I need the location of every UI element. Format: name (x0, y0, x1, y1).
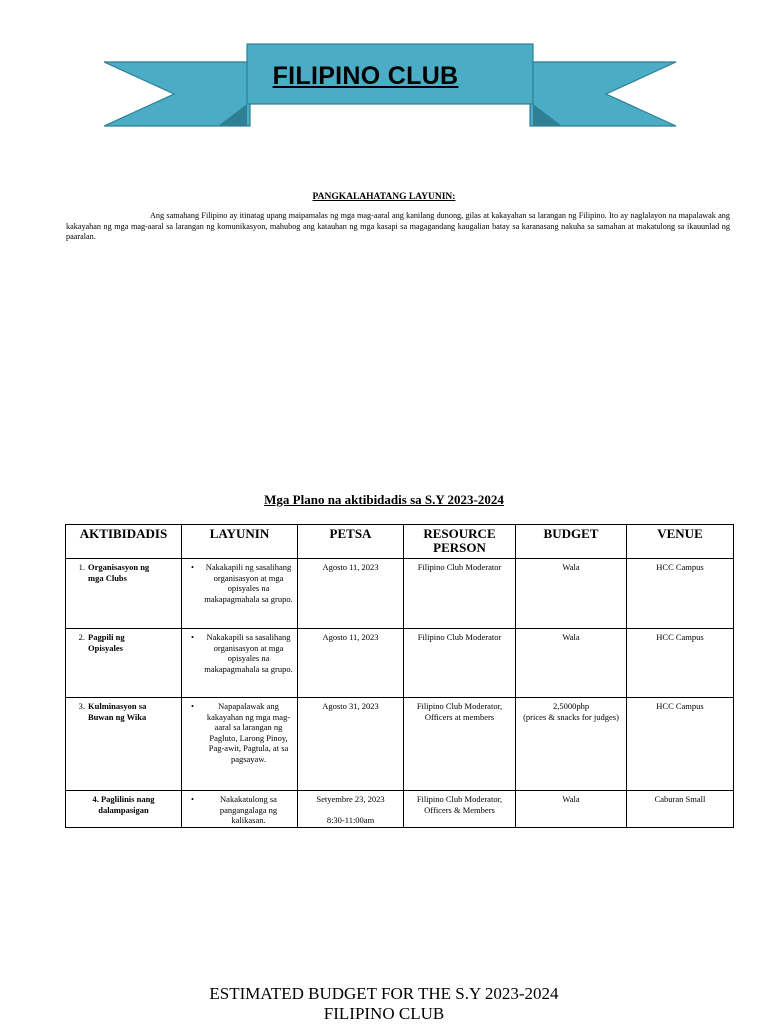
bullet-icon: • (191, 701, 194, 711)
aim-text: Napapalawak ang kakayahan ng mga mag-aaral sa larangan ng Pagluto, Larong Pinoy, Pag-awit, Pagtula, at sa pagsayaw. (206, 701, 291, 764)
date-cell (298, 629, 404, 698)
activity-name-line1: Pagpili ng (88, 632, 125, 642)
activity-number: 3. (78, 701, 85, 711)
activity-cell (66, 791, 182, 828)
resource-person-cell: Filipino Club Moderator, Officers at members (404, 698, 516, 791)
activity-number: 1. (78, 562, 85, 572)
aim-cell (182, 791, 298, 828)
activity-number: 2. (78, 632, 85, 642)
table-row (66, 629, 734, 698)
activity-cell (66, 629, 182, 698)
bullet-icon: • (191, 794, 194, 804)
column-header-aim: LAYUNIN (182, 525, 298, 559)
estimated-budget-line1: ESTIMATED BUDGET FOR THE S.Y 2023-2024 (209, 984, 559, 1003)
aim-text: Nakakatulong sa pangangalaga ng kalikasan. (219, 794, 278, 825)
resource-person-cell: Filipino Club Moderator, Officers & Members (404, 791, 516, 828)
general-objective-body: Ang samahang Filipino ay itinatag upang maipamalas ng mga mag-aaral ang kanilang dunong, gilas at kakayahan sa larangan ng Filipino. Ito ay naglalayon na mapalawak ang kakayahan ng mga mag-aaral sa larangan ng komunikasyon, mahubog ang katauhan ng mga kasapi sa magagandang kaugalian batay sa karanasang nakuha sa samahan at makatulong sa ikauunlad ng paaralan. (66, 211, 730, 241)
table-row (66, 698, 734, 791)
column-header-date: PETSA (298, 525, 404, 559)
aim-text: Nakakapili ng sasalihang organisasyon at mga opisyales na makapagmahala sa grupo. (204, 562, 293, 604)
venue-cell: HCC Campus (627, 559, 734, 629)
column-header-venue: VENUE (627, 525, 734, 559)
column-header-budget: BUDGET (516, 525, 627, 559)
time-text: 8:30-11:00am (326, 814, 375, 825)
venue-cell: HCC Campus (627, 629, 734, 698)
budget-amount: Wala (562, 562, 580, 572)
resource-person-cell: Filipino Club Moderator (404, 559, 516, 629)
table-header-row (66, 525, 734, 559)
bullet-icon: • (191, 632, 194, 642)
activity-name-line2: dalampasigan (98, 804, 149, 815)
column-header-activities: AKTIBIDADIS (66, 525, 182, 559)
resource-person-cell: Filipino Club Moderator (404, 629, 516, 698)
ribbon-right-tail (530, 62, 676, 126)
bullet-icon: • (191, 562, 194, 572)
activity-name-line2: mga Clubs (88, 572, 127, 583)
budget-cell (516, 629, 627, 698)
club-title: FILIPINO CLUB (272, 62, 459, 90)
aim-cell (182, 559, 298, 629)
date-cell (298, 559, 404, 629)
budget-note: (prices & snacks for judges) (523, 711, 619, 722)
aim-cell (182, 698, 298, 791)
venue-cell: HCC Campus (627, 698, 734, 791)
date-text: Setyembre 23, 2023 (316, 794, 385, 804)
budget-amount: 2,5000php (552, 701, 590, 711)
date-cell (298, 791, 404, 828)
activity-name-line1: Kulminasyon sa (88, 701, 147, 711)
table-row (66, 559, 734, 629)
estimated-budget-line2: FILIPINO CLUB (323, 1004, 445, 1023)
activity-number: 4. (92, 794, 99, 804)
estimated-budget-heading (0, 984, 768, 1024)
date-text: Agosto 11, 2023 (322, 562, 379, 572)
activity-name-line1: Organisasyon ng (88, 562, 150, 572)
activity-cell (66, 559, 182, 629)
activity-plan-table (65, 524, 734, 828)
budget-cell (516, 698, 627, 791)
activity-name-line2: Opisyales (88, 642, 123, 653)
column-header-resource-person: RESOURCE PERSON (404, 525, 516, 559)
activity-cell (66, 698, 182, 791)
activity-name-line2: Buwan ng Wika (88, 711, 147, 722)
ribbon-left-tail (104, 62, 250, 126)
activity-plan-title: Mga Plano na aktibidadis sa S.Y 2023-2024 (264, 492, 504, 507)
general-objective-text (66, 211, 730, 243)
venue-cell: Caburan Small (627, 791, 734, 828)
budget-cell (516, 791, 627, 828)
date-text: Agosto 11, 2023 (322, 632, 379, 642)
budget-cell (516, 559, 627, 629)
budget-amount: Wala (562, 632, 580, 642)
activity-name-line1: Paglilinis nang (100, 794, 155, 804)
date-cell (298, 698, 404, 791)
aim-text: Nakakapili sa sasalihang organisasyon at mga opisyales na makapagmahala sa grupo. (204, 632, 293, 674)
table-row (66, 791, 734, 828)
date-text: Agosto 31, 2023 (322, 701, 379, 711)
aim-cell (182, 629, 298, 698)
general-objective-heading: PANGKALAHATANG LAYUNIN: (312, 192, 456, 202)
budget-amount: Wala (562, 794, 580, 804)
